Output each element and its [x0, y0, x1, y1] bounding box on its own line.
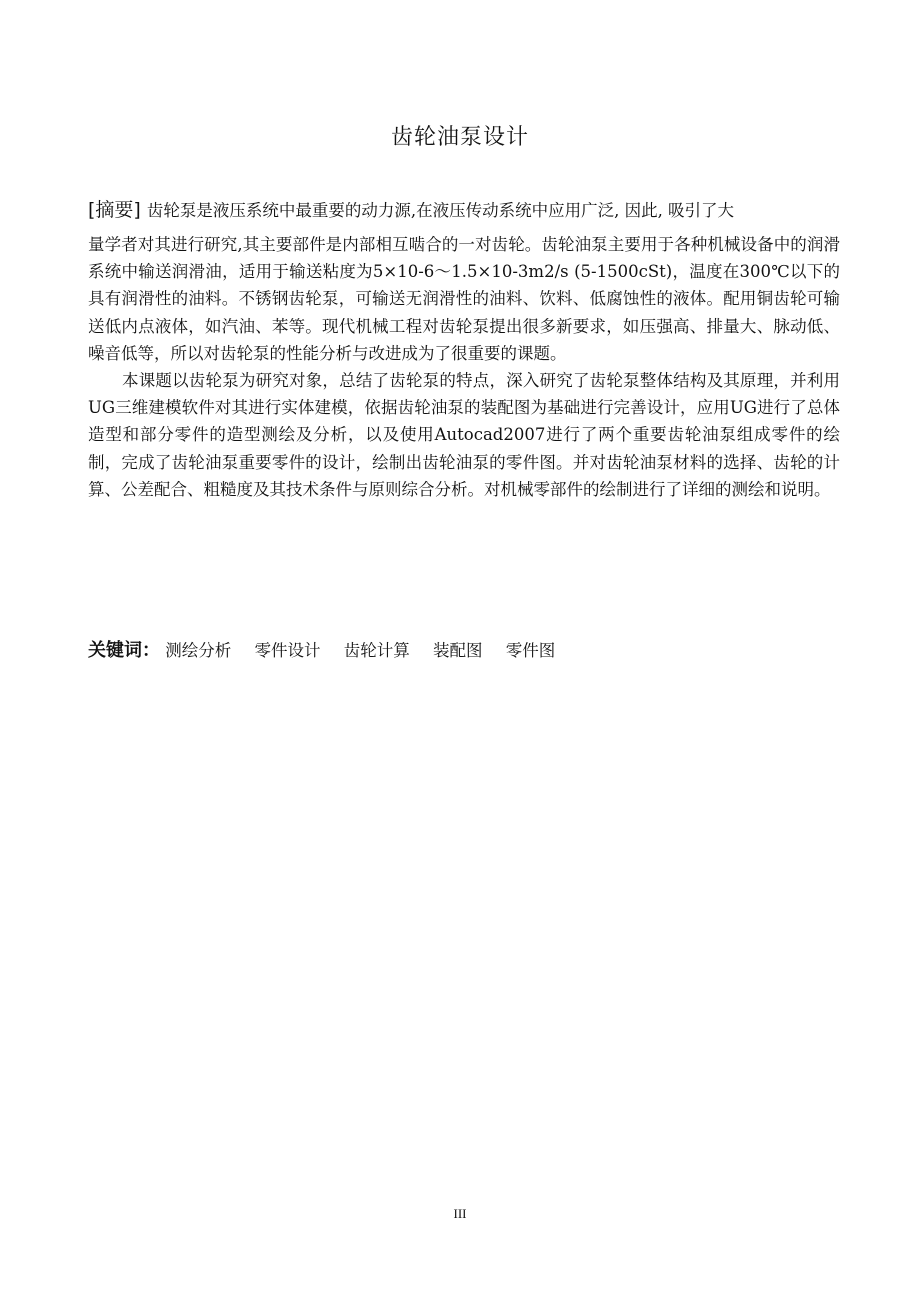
keyword-item: 零件图	[505, 641, 556, 660]
abstract-paragraph-1-rest: 量学者对其进行研究,其主要部件是内部相互啮合的一对齿轮。齿轮油泵主要用于各种机械设备中的润滑系统中输送润滑油，适用于输送粘度为5×10-6～1.5×10-3m2/s (5-1500cSt)，温度在300℃以下的具有润滑性的油料。不锈钢齿轮泵，可输送无润滑性的油料、饮料、低腐蚀性的液体。配用铜齿轮可输送低内点液体，如汽油、苯等。现代机械工程对齿轮泵提出很多新要求，如压强高、排量大、脉动低、噪音低等，所以对齿轮泵的性能分析与改进成为了很重要的课题。	[88, 235, 840, 363]
abstract-label: [摘要]	[88, 199, 141, 221]
keyword-item: 测绘分析	[165, 641, 232, 660]
keywords-label: 关键词：	[88, 640, 160, 661]
page-number: III	[453, 1206, 467, 1221]
keyword-item: 装配图	[433, 641, 483, 660]
abstract-paragraph-1	[88, 195, 840, 367]
abstract-section	[88, 195, 840, 503]
document-title: 齿轮油泵设计	[390, 124, 529, 150]
abstract-paragraph-1-start: 齿轮泵是液压系统中最重要的动力源,在液压传动系统中应用广泛, 因此, 吸引了大	[146, 201, 735, 220]
keyword-item: 零件设计	[254, 641, 321, 660]
keyword-item: 齿轮计算	[343, 641, 410, 660]
abstract-paragraph-2: 本课题以齿轮泵为研究对象，总结了齿轮泵的特点，深入研究了齿轮泵整体结构及其原理，并利用UG三维建模软件对其进行实体建模，依据齿轮油泵的装配图为基础进行完善设计，应用UG进行了总体造型和部分零件的造型测绘及分析，以及使用Autocad2007进行了两个重要齿轮油泵组成零件的绘制，完成了齿轮油泵重要零件的设计，绘制出齿轮油泵的零件图。并对齿轮油泵材料的选择、齿轮的计算、公差配合、粗糙度及其技术条件与原则综合分析。对机械零部件的绘制进行了详细的测绘和说明。	[88, 371, 840, 499]
abstract-first-line	[88, 195, 840, 226]
keywords-line	[88, 637, 840, 665]
